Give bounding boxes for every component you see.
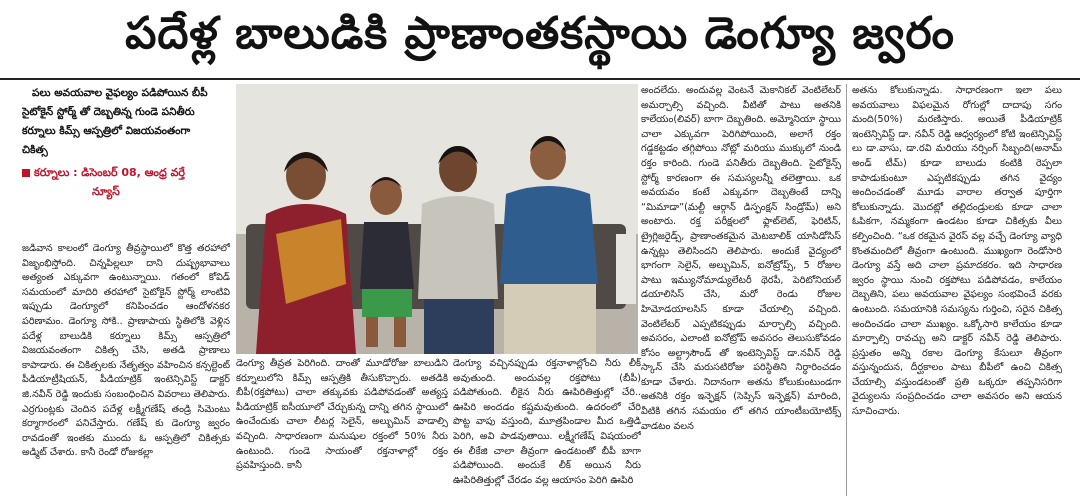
column-divider: [846, 84, 847, 496]
intro-line: సైటోకైన్ స్టోర్మ్ తో దెబ్బతిన్న గుండె పనితీరు: [22, 106, 195, 118]
body-column-4: [641, 84, 841, 434]
dateline-text: కర్నూలు : డిసెంబర్ 08, ఆంధ్ర వర్తే: [34, 166, 185, 179]
headline-banner: [0, 0, 1080, 78]
body-column-5: [852, 84, 1062, 420]
headline: పదేళ్ల బాలుడికి ప్రాణాంతకస్థాయి డెంగ్యూ జ్వరం: [125, 8, 955, 59]
body-column-3: [453, 357, 641, 488]
dateline: [22, 164, 230, 182]
body-column-1: [22, 242, 230, 461]
body-text: అతను కోలుకున్నాడు. సాధారణంగా ఇలా పలు అవయవాలు విఫలమైన రోగుల్లో దాదాపు సగం మంది(50%) మరణిస్తారు. అయితే పీడియాట్రిక్ ఇంటెన్సివిస్ట్ డా. నవీన్ రెడ్డి ఆధ్వర్యంలో కోటి ఇంటెన్సివిస్ట్ లు డా.వాసు, డా.రవి మరియు నర్సింగ్ సిబ్బంది(అనామ్ అండ్ టీమ్) కూడా బాలుడు కంటికి రెప్పలా కాపాడుకుంటూ ఎప్పటికప్పుడు తగిన వైద్యం అందించడంతో మూడు వారాల తర్వాత పూర్తిగా కోలుకున్నాడు. మొదట్లో తల్లిదండ్రులకు కూడా చాలా ఓపికగా, నమ్మకంగా ఉండటం కూడా చికిత్సకు వీలు కల్పించింది. “ఒక రకమైన వైరస్ వల్ల వచ్చే డెంగ్యూ వ్యాధి కొంతమందిలో తీవ్రంగా ఉంటుంది. ముఖ్యంగా రెండోసారి డెంగ్యూ వస్తే అది చాలా ప్రమాదకరం. ఇది సాధారణ జ్వరం స్థాయి నుంచి రక్తపోటు పడిపోవడం, కాలేయం దెబ్బతిని, పలు అవయవాల వైఫల్యం సంభవించే వరకు ఉంటుంది. సమయానికి సమస్యను గుర్తించి, సరైన చికిత్స అందించడం చాలా ముఖ్యం. ఒక్కోసారి కాలేయం కూడా మార్పాల్సి రావచ్చు అని డాక్టర్ నవీన్ రెడ్డి తెలిపారు. ప్రస్తుతం అన్ని రకాల డెంగ్యూ కేసులూ తీవ్రంగా వస్తున్నందున, దీర్ఘకాలం పాటు బీపీలో ఉంచి చికిత్స చేయాల్సి వస్తుండటంతో ప్రతి ఒక్కరూ తప్పనిసరిగా వైద్యులను సంప్రదించడం చాలా అవసరం అని ఆయన సూచించారు.: [852, 85, 1062, 418]
intro-line: కర్నూలు కిమ్స్ ఆస్పత్రిలో విజయవంతంగా: [22, 125, 191, 137]
news-photo: [236, 84, 638, 354]
body-text: డెంగ్యూ వచ్చినప్పుడు రక్తనాళాల్లోంచి నీరు లీక్ అవుతుంది. అందువల్ల రక్తపోటు (బీపీ) పడిపోతుంది. లీకైన నీరు ఊపిరితిత్తుల్లో చేరి.. ఊపిరి అందడం కష్టమవుతుంది. ఉదరంలో చేరి పొట్ట వాపు వస్తుంది, మూత్రపిండాల మీద ఒత్తిడి పెరిగి, అవి పాడవుతాయి. లక్ష్మీగణేష్ విషయంలో ఈ లీకేజి చాలా తీవ్రంగా ఉండటంతో బీపీ బాగా పడిపోయింది. అందుకే లీక్ అయిన నీరు ఊపిరితిత్తుల్లో చేరడం వల్ల ఆయాసం పెరిగి ఊపిరి: [453, 358, 641, 486]
intro-line: చికిత్స: [22, 144, 48, 156]
byline: న్యూస్: [92, 185, 120, 198]
intro-line: పలు అవయవాల వైఫల్యం పడిపోయిన బీపీ: [32, 87, 208, 99]
photo-family-with-doctor: [236, 84, 638, 354]
dateline-square-icon: [22, 169, 30, 177]
intro-column: [22, 84, 230, 202]
body-text: జడివాన కాలంలో డెంగ్యూ తీవ్రస్థాయిలో కొత్త తరహాలో విజృంభిస్తోంది. చిన్నపిల్లలూ దాని దుష్ప్రభావాలు అత్యంత ఎక్కువగా ఉంటున్నాయి. గతంలో కోవిడ్ సమయంలో మాదిరి తరహాలో సైటోకైన్ స్టోర్మ్ లాంటివి ఇప్పుడు డెంగ్యూలో కనిపించడం ఆందోళనకర పరిణామం. డెంగ్యూ సోకి.. ప్రాణాపాయ స్థితిలోకి వెళ్లిన పదేళ్ల బాలుడికి కర్నూలు కిమ్స్ ఆస్పత్రిలో విజయవంతంగా చికిత్స చేసి, అతడి ప్రాణాలు కాపాడారు. ఈ చికిత్సలకు నేతృత్వం వహించిన కన్సల్టెంట్ పీడియాట్రీషియన్, పీడియాట్రిక్ ఇంటెన్సివిస్ట్ డాక్టర్ జి.నవీన్ రెడ్డి ఇందుకు సంబంధించిన వివరాలు తెలిపారు. ఎర్రగుంట్లకు చెందిన పదేళ్ల లక్ష్మీగణేష్ తండ్రి సిమెంటు కర్మాగారంలో పనిచేస్తారు. గణేష్ కు డెంగ్యూ జ్వరం రావడంతో ఇంతకు ముందు ఓ ఆస్పత్రిలో చికిత్సకు అడ్మిట్ చేశారు. కానీ రెండో రోజుకల్లా: [22, 243, 230, 459]
headline-rule: [0, 78, 1080, 80]
body-text: అందలేదు. అందువల్ల వెంటనే మెకానికల్ వెంటిలేటర్ అమర్చాల్సి వచ్చింది. వీటితో పాటు అతనికి కాలేయం(లివర్) బాగా దెబ్బతింది. అమ్మోనియా స్థాయి చాలా ఎక్కువగా పెరిగిపోయింది, అలాగే రక్తం గడ్డకట్టడం తగ్గిపోయి నోట్లో మరియు ముక్కులో నుండి రక్తం కారింది. గుండె పనితీరు దెబ్బతింది. సైటోకైన్స్ స్టోర్మ్ కారణంగా ఈ సమస్యలన్నీ తలెత్తాయి. ఒక అవయవం కంటే ఎక్కువగా దెబ్బతింటే దాన్ని “మిమాడా”(మల్టీ ఆర్గాన్ డిస్ఫంక్షన్ సిండ్రోమ్) అని అంటారు. రక్త పరీక్షలలో ఫ్లాట్‌లెట్, ఫెరిటిన్, ట్రైగ్లిజరైడ్స్, ప్రాణాంతకమైన మెటబాలిక్ యాసిడోసిస్ ఉన్నట్లు తెలిసిందని తెలిపారు. అందుకే వైద్యంలో భాగంగా సెలైన్, అల్బుమిన్, ఐనోట్రోప్స్, 5 రోజుల పాటు ఇమ్యునోమాడ్యులేటరీ థెరపీ, పెరిటోనియల్ డయాలిసిస్ చేసి, మరో రెండు రోజుల హిమోడయాలసిస్ కూడా చేయాల్సి వచ్చింది. వెంటిలేటర్ ఎప్పటికప్పుడు మార్చాల్సి వచ్చింది. అవసరం, ఎలాంటి ఐనోట్రోప్ అవసరం తెలుసుకోవడం కోసం అల్ట్రాసౌండ్ తో ఇంటెన్సివిస్ట్ డా.నవీన్ రెడ్డి స్కాన్ చేసి మరుసటిరోజు పరిస్థితిని నిర్ధారించడం కూడా చేశారు. నిదానంగా అతను కోలుకుంటుండగా అతనికి రక్తం ఇన్ఫెక్షన్ (సెప్సిస్ ఇన్ఫెక్షన్) మారింది, వీటికి తగిన సమయం లో తగిన యాంటీబయోటిక్స్ వాడటం వలన: [641, 85, 841, 432]
body-column-2: [236, 357, 448, 474]
body-text: డెంగ్యూ తీవ్రత పెరిగింది. దాంతో మూడోరోజు బాలుడిని కర్నూలులోని కిమ్స్ ఆస్పత్రికి తీసుకొచ్చారు. అతడికి బీపీ(రక్తపోటు) చాలా తక్కువకు పడిపోవడంతో అత్యస్త పీడియాట్రిక్ ఐసీయూలో చేర్చుకున్న దాన్ని తగిన స్థాయిలో ఉంచేందుకు చాలా లీటర్ల సెలైన్, అల్బుమిన్ వాడాల్సి వచ్చింది. సాధారణంగా మనుషుల రక్తంలో 50% నీరు ఉంటుంది. గుండె సాయంతో రక్తనాళాల్లో రక్తం ప్రవహిస్తుంది. కానీ: [236, 358, 448, 472]
